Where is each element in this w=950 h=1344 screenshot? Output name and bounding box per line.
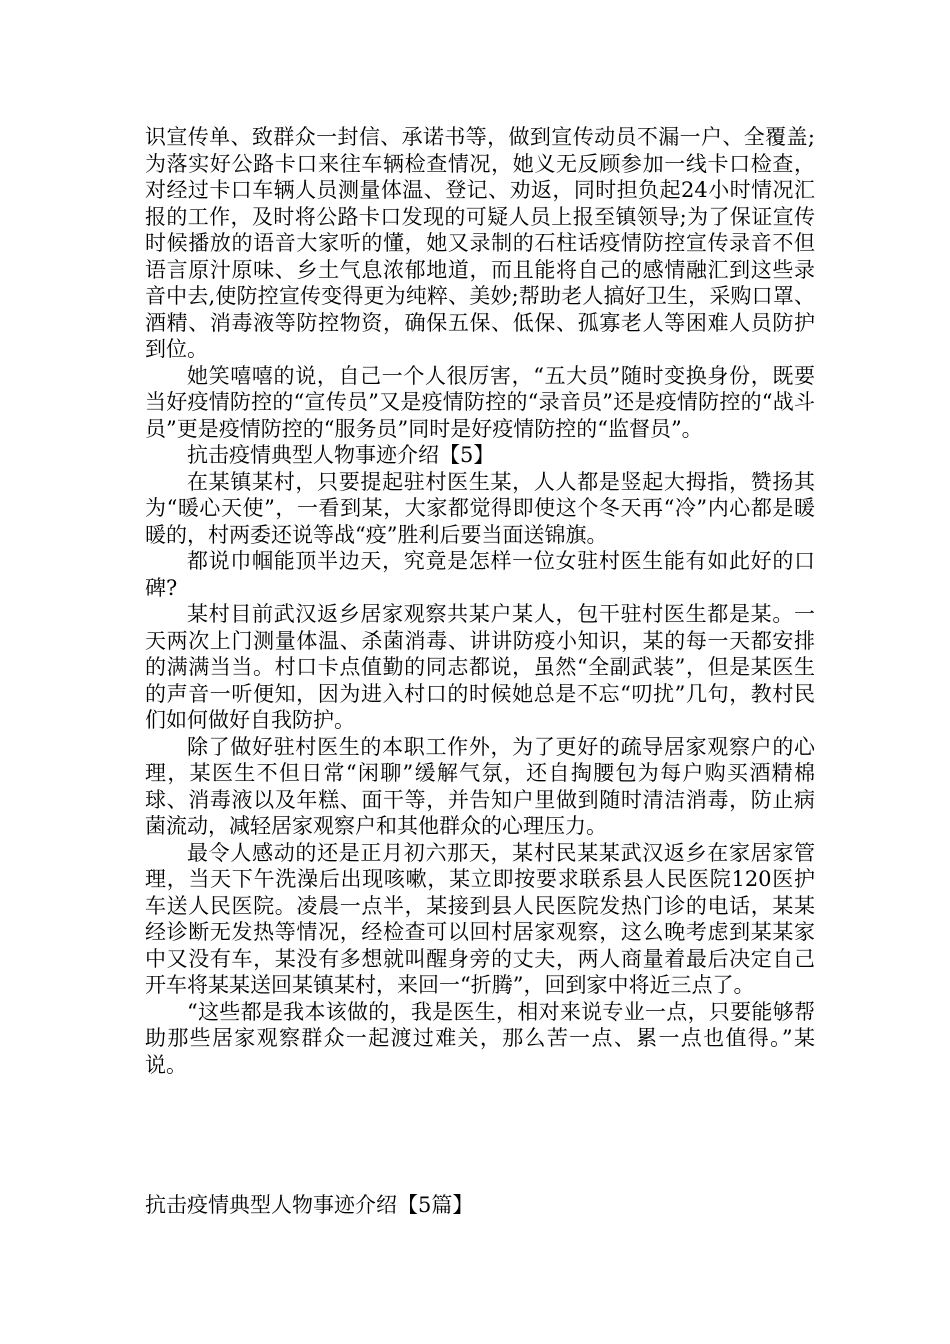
- paragraph-8: “这些都是我本该做的，我是医生，相对来说专业一点，只要能够帮助那些居家观察群众一起渡过难关，那么苦一点、累一点也值得。”某说。: [145, 999, 815, 1077]
- paragraph-1: 识宣传单、致群众一封信、承诺书等，做到宣传动员不漏一户、全覆盖;为落实好公路卡口来往车辆检查情况，她义无反顾参加一线卡口检查，对经过卡口车辆人员测量体温、登记、劝返，同时担负起24小时情况汇报的工作，及时将公路卡口发现的可疑人员上报至镇领导;为了保证宣传时候播放的语音大家听的懂，她又录制的石柱话疫情防控宣传录音不但语言原汁原味、乡土气息浓郁地道，而且能将自己的感情融汇到这些录音中去,使防控宣传变得更为纯粹、美妙;帮助老人搞好卫生，采购口罩、酒精、消毒液等防控物资，确保五保、低保、孤寡老人等困难人员防护到位。: [145, 125, 815, 361]
- section-heading: 抗击疫情典型人物事迹介绍【5】: [187, 443, 495, 467]
- paragraph-6: 除了做好驻村医生的本职工作外，为了更好的疏导居家观察户的心理，某医生不但日常“闲聊”缓解气氛，还自掏腰包为每户购买酒精棉球、消毒液以及年糕、面干等，并告知户里做到随时清洁消毒，防止病菌流动，减轻居家观察户和其他群众的心理压力。: [145, 734, 815, 838]
- paragraph-5: 某村目前武汉返乡居家观察共某户某人，包干驻村医生都是某。一天两次上门测量体温、杀菌消毒、讲讲防疫小知识，某的每一天都安排的满满当当。村口卡点值勤的同志都说，虽然“全副武装”，但是某医生的声音一听便知，因为进入村口的时候她总是不忘“叨扰”几句，教村民们如何做好自我防护。: [145, 602, 815, 732]
- paragraph-4: 都说巾帼能顶半边天，究竟是怎样一位女驻村医生能有如此好的口碑?: [145, 549, 815, 600]
- paragraph-2: 她笑嘻嘻的说，自己一个人很厉害，“五大员”随时变换身份，既要当好疫情防控的“宣传员”又是疫情防控的“录音员”还是疫情防控的“战斗员”更是疫情防控的“服务员”同时是好疫情防控的“监督员”。: [145, 363, 815, 441]
- paragraph-7: 最令人感动的还是正月初六那天，某村民某某武汉返乡在家居家管理，当天下午洗澡后出现咳嗽，某立即按要求联系县人民医院120医护车送人民医院。凌晨一点半，某接到县人民医院发热门诊的电话，某某经诊断无发热等情况，经检查可以回村居家观察，这么晚考虑到某某家中又没有车，某没有多想就叫醒身旁的丈夫，两人商量着最后决定自己开车将某某送回某镇某村，来回一“折腾”，回到家中将近三点了。: [145, 840, 815, 997]
- document-body: [145, 124, 815, 1078]
- footer-title: 抗击疫情典型人物事迹介绍【5篇】: [145, 1193, 474, 1217]
- paragraph-3: 在某镇某村，只要提起驻村医生某，人人都是竖起大拇指，赞扬其为“暖心天使”，一看到某，大家都觉得即使这个冬天再“冷”内心都是暖暖的，村两委还说等战“疫”胜利后要当面送锦旗。: [145, 469, 815, 547]
